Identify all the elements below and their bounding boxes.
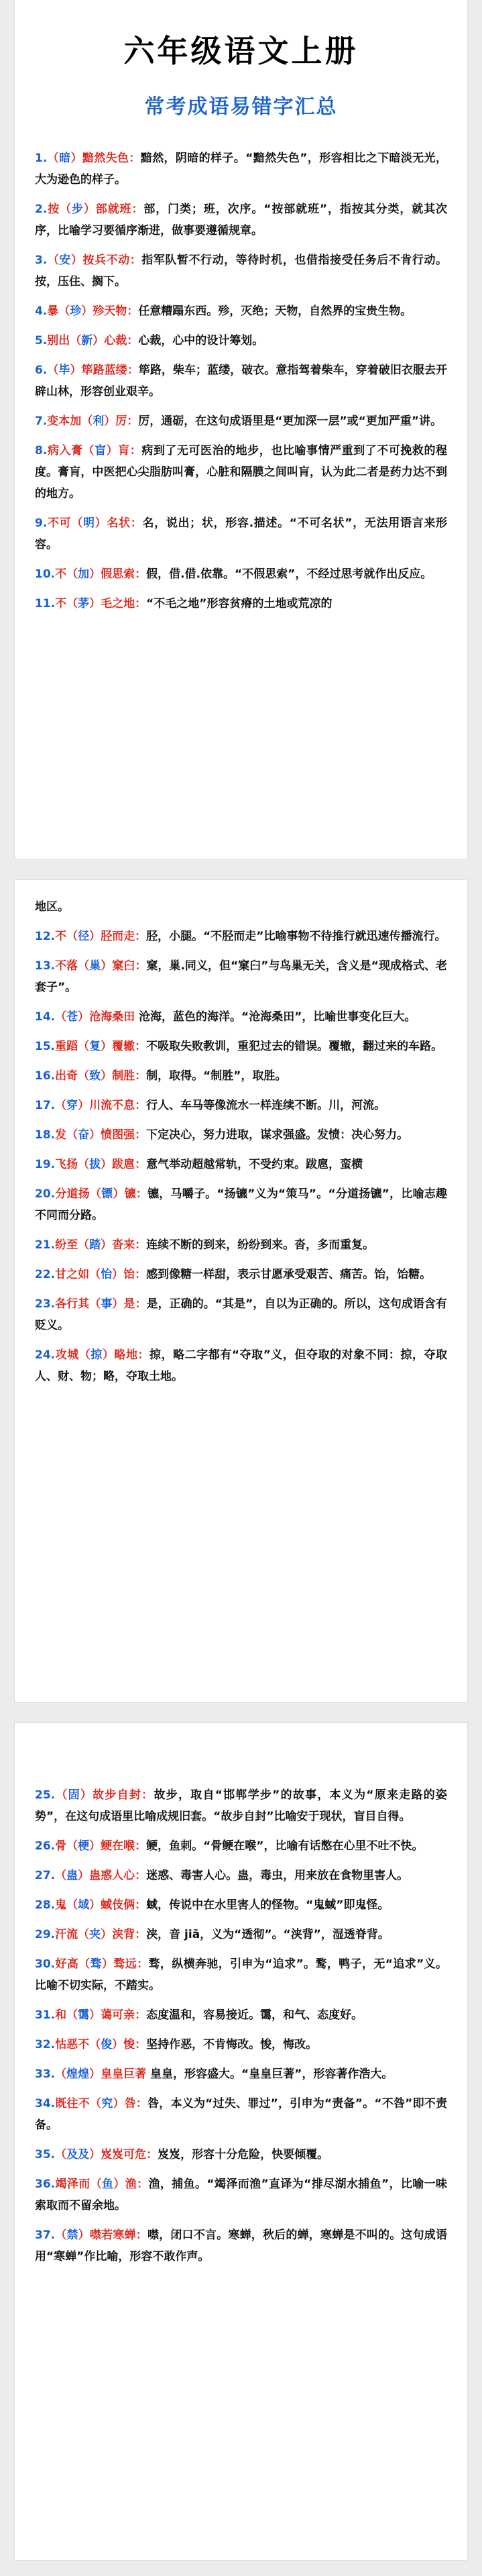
idiom-entry [35, 360, 447, 402]
entry-number: 31. [35, 2008, 56, 2022]
idiom-prefix: 不落（ [55, 959, 90, 973]
entry-number: 36. [35, 2178, 56, 2191]
wrong-character: 及及 [66, 2148, 90, 2161]
idiom-entry [35, 593, 447, 614]
definition-text: 鲠，鱼刺。“骨鲠在喉”，比喻有话憋在心里不吐不快。 [146, 1839, 424, 1853]
idiom-prefix: （ [55, 2068, 67, 2081]
idiom-entry [35, 1924, 447, 1945]
idiom-prefix: 不（ [55, 568, 78, 581]
idiom-prefix: 好高（ [55, 1957, 91, 1971]
wrong-character: 鱼 [102, 2178, 114, 2191]
definition-text: 噤，闭口不言。寒蝉，秋后的蝉，寒蝉是不叫的。这句成语用“寒蝉”作比喻，形容不敢作声。 [35, 2229, 448, 2263]
definition-text: 沧海，蓝色的海洋。“沧海桑田”，比喻世事变化巨大。 [135, 1010, 416, 1024]
entry-number: 22. [35, 1268, 56, 1281]
wrong-character: 盲 [95, 444, 107, 458]
wrong-character: 茅 [78, 597, 90, 610]
wrong-character: 新 [81, 334, 93, 347]
idiom-entry [35, 955, 447, 998]
idiom-prefix: 和（ [55, 2008, 78, 2022]
wrong-character: 步 [71, 203, 84, 216]
idiom-text: ）蜮伎俩： [89, 1898, 147, 1912]
idiom-entry [35, 148, 447, 191]
idiom-text: ）咎： [113, 2097, 148, 2110]
idiom-prefix: （ [47, 364, 59, 377]
idiom-text: ）岌岌可危： [89, 2148, 158, 2161]
wrong-character: 安 [59, 254, 71, 267]
wrong-character: 骛 [90, 1957, 103, 1971]
definition-text: 感到像糖一样甜，表示甘愿承受艰苦、痛苦。饴，饴糖。 [146, 1268, 432, 1281]
definition-text: 骛，纵横奔驰，引申为“追求”。鹜，鸭子，无“追求”义。比喻不切实际，不踏实。 [35, 1957, 448, 1992]
idiom-entry [35, 1865, 447, 1886]
idiom-entry [35, 1154, 447, 1175]
definition-text: 指军队暂不行动，等待时机，也借指接受任务后不肯行动。按，压住、搁下。 [35, 254, 448, 288]
idiom-prefix: 病入膏（ [47, 444, 95, 458]
entry-number: 8. [35, 444, 48, 458]
entry-number: 25. [35, 1788, 56, 1802]
idiom-text: ）蔼可亲： [89, 2008, 147, 2022]
continued-text: 地区。 [35, 900, 69, 914]
page-sheet-3 [15, 1723, 467, 2560]
entry-number: 35. [35, 2148, 56, 2161]
definition-text: 胫，小腿。“不胫而走”比喻事物不待推行就迅速传播流行。 [146, 930, 446, 943]
idiom-prefix: 怙恶不（ [55, 2038, 101, 2051]
idiom-entry [35, 513, 447, 555]
idiom-text: ）渔： [113, 2178, 149, 2191]
entry-number: 34. [35, 2097, 56, 2110]
wrong-character: 致 [89, 1069, 101, 1083]
definition-text: 渔，捕鱼。“竭泽而渔”直译为“排尽湖水捕鱼”，比喻一味索取而不留余地。 [35, 2178, 448, 2212]
definition-text: 咎，本义为“过失、罪过”，引申为“责备”。“不咎”即不责备。 [35, 2097, 448, 2132]
page-sheet-1 [15, 0, 467, 859]
wrong-character: 怡 [101, 1268, 113, 1281]
definition-text: 意气举动超越常轨，不受约束。跋扈，蛮横 [146, 1158, 363, 1171]
definition-text: 不吸取失败教训，重犯过去的错误。覆辙，翻过来的车路。 [146, 1040, 443, 1053]
wrong-character: 蛊 [66, 1869, 78, 1882]
idiom-list-3 [35, 1784, 447, 2267]
entry-number: 29. [35, 1928, 56, 1941]
idiom-text: ）覆辙： [101, 1040, 147, 1053]
idiom-prefix: 既往不（ [55, 2097, 102, 2110]
idiom-list-1 [35, 148, 447, 614]
idiom-text: ）部就班： [83, 203, 144, 216]
idiom-entry [35, 1065, 447, 1087]
definition-text: 黯然，阴暗的样子。“黯然失色”，形容相比之下暗淡无光，大为逊色的样子。 [35, 152, 448, 186]
idiom-entry [35, 250, 447, 292]
idiom-text: ）窠臼： [101, 959, 147, 973]
wrong-character: 固 [68, 1788, 80, 1802]
entry-number: 32. [35, 2038, 56, 2051]
idiom-text: ）厉： [104, 415, 139, 428]
definition-text: 连续不断的到来，纷纷到来。沓，多而重复。 [146, 1238, 375, 1252]
idiom-prefix: 骨（ [55, 1839, 78, 1853]
wrong-character: 梗 [78, 1839, 90, 1853]
entry-number: 19. [35, 1158, 56, 1171]
wrong-character: 究 [101, 2097, 113, 2110]
idiom-prefix: （ [47, 152, 60, 165]
wrong-character: 夹 [89, 1928, 101, 1941]
definition-text: 故步，取自“邯郸学步”的故事，本义为“原来走路的姿势”，在这句成语里比喻成规旧套。“故步自封”比喻安于现状，盲目自得。 [35, 1788, 448, 1823]
definition-text: 掠，略二字都有“夺取”义，但夺取的对象不同：掠，夺取人、财、物；略，夺取土地。 [35, 1348, 448, 1383]
definition-text: 行人、车马等像流水一样连续不断。川，河流。 [146, 1099, 386, 1112]
wrong-character: 穿 [66, 1099, 78, 1112]
entry-number: 13. [35, 959, 56, 973]
idiom-entry [35, 2004, 447, 2026]
idiom-prefix: （ [55, 1099, 67, 1112]
wrong-character: 奋 [78, 1128, 90, 1142]
idiom-entry [35, 330, 447, 352]
idiom-prefix: 甘之如（ [55, 1268, 101, 1281]
idiom-entry [35, 1835, 447, 1857]
idiom-prefix: （ [55, 1010, 67, 1024]
page-sheet-2 [15, 880, 467, 1702]
entry-number: 12. [35, 930, 56, 943]
idiom-text: ）跋扈： [101, 1158, 147, 1171]
idiom-text: ）心裁： [93, 334, 139, 347]
idiom-prefix: 不（ [55, 930, 78, 943]
idiom-text: ）浃背： [101, 1928, 147, 1941]
idiom-text: ）胫而走： [89, 930, 147, 943]
entry-number: 15. [35, 1040, 56, 1053]
idiom-entry [35, 2063, 447, 2085]
entry-number: 11. [35, 597, 56, 610]
idiom-text: ）是： [112, 1297, 147, 1311]
idiom-text: ）镳： [113, 1187, 148, 1201]
idiom-prefix: 不可（ [47, 517, 84, 530]
idiom-text: ）沧海桑田 [78, 1010, 135, 1024]
definition-text: 岌岌，形容十分危险，快要倾覆。 [158, 2148, 329, 2161]
idiom-text: ）筚路蓝缕： [70, 364, 139, 377]
idiom-entry [35, 1095, 447, 1116]
definition-text: 下定决心，努力进取，谋求强盛。发愤：决心努力。 [146, 1128, 409, 1142]
entry-number: 24. [35, 1348, 56, 1362]
idiom-entry [35, 2093, 447, 2136]
idiom-text: ）毛之地： [89, 597, 147, 610]
idiom-text: ）假思索： [89, 568, 147, 581]
idiom-prefix: （ [55, 2229, 67, 2242]
idiom-text: ）略地： [102, 1348, 150, 1362]
definition-text: 病到了无可医治的地步，也比喻事情严重到了不可挽救的程度。膏肓，中医把心尖脂肪叫膏，心脏和隔膜之间叫肓，认为此二者是药力达不到的地方。 [35, 444, 448, 500]
idiom-prefix: 各行其（ [55, 1297, 101, 1311]
idiom-prefix: 纷至（ [55, 1238, 90, 1252]
idiom-entry [35, 2224, 447, 2267]
idiom-text: ）愤图强： [89, 1128, 147, 1142]
idiom-prefix: 按（ [47, 203, 72, 216]
idiom-text: ）肓： [106, 444, 142, 458]
idiom-prefix: 出奇（ [55, 1069, 90, 1083]
entry-number: 28. [35, 1898, 56, 1912]
idiom-prefix: （ [55, 2148, 67, 2161]
idiom-entry [35, 926, 447, 947]
entry-number: 4. [35, 305, 48, 318]
entry-number: 18. [35, 1128, 56, 1142]
idiom-text: ）按兵不动： [70, 254, 142, 267]
entry-number: 21. [35, 1238, 56, 1252]
idiom-text: ）饴： [112, 1268, 147, 1281]
entry-number: 6. [35, 364, 48, 377]
entry-number: 23. [35, 1297, 56, 1311]
definition-text: 是，正确的。“其是”，自以为正确的。所以，这句成语含有贬义。 [35, 1297, 448, 1332]
idiom-entry [35, 1784, 447, 1827]
idiom-prefix: 攻城（ [55, 1348, 91, 1362]
idiom-entry [35, 301, 447, 322]
wrong-character: 复 [89, 1040, 101, 1053]
entry-number: 10. [35, 568, 56, 581]
idiom-entry [35, 1183, 447, 1226]
wrong-character: 拔 [89, 1158, 101, 1171]
idiom-prefix: 重蹈（ [55, 1040, 90, 1053]
idiom-prefix: 变本加（ [47, 415, 93, 428]
entry-number: 17. [35, 1099, 56, 1112]
definition-text: 假，借.借.依靠。“不假思索”，不经过思考就作出反应。 [146, 568, 432, 581]
entry-number: 14. [35, 1010, 56, 1024]
wrong-character: 珍 [70, 305, 82, 318]
idiom-text: ）殄天物： [81, 305, 139, 318]
definition-text: 厉，通砺，在这句成语里是“更加深一层”或“更加严重”讲。 [138, 415, 442, 428]
definition-text: 制，取得。“制胜”，取胜。 [146, 1069, 287, 1083]
entry-number: 7. [35, 415, 48, 428]
idiom-entry [35, 1264, 447, 1285]
wrong-character: 暗 [59, 152, 71, 165]
idiom-entry [35, 2144, 447, 2165]
wrong-character: 加 [78, 568, 90, 581]
definition-text: 态度温和，容易接近。霭，和气、态度好。 [146, 2008, 363, 2022]
idiom-prefix: （ [47, 254, 60, 267]
wrong-character: 毕 [58, 364, 70, 377]
idiom-text: ）骛远： [102, 1957, 149, 1971]
entry-number: 5. [35, 334, 48, 347]
definition-text: 坚持作恶，不肯悔改。悛，悔改。 [146, 2038, 318, 2051]
entry-number: 33. [35, 2068, 56, 2081]
idiom-text: ）制胜： [101, 1069, 147, 1083]
wrong-character: 苍 [66, 1010, 78, 1024]
wrong-character: 掠 [91, 1348, 103, 1362]
wrong-character: 霭 [78, 2008, 90, 2022]
idiom-text: ）黯然失色： [70, 152, 141, 165]
idiom-entry [35, 2034, 447, 2055]
idiom-text: ）蛊惑人心： [78, 1869, 147, 1882]
entry-number: 9. [35, 517, 48, 530]
idiom-prefix: 暴（ [47, 305, 70, 318]
idiom-entry [35, 440, 447, 504]
idiom-text: ）噤若寒蝉： [78, 2229, 147, 2242]
definition-text: 镳，马嚼子。“扬镳”义为“策马”。“分道扬镳”，比喻志趣不同而分路。 [35, 1187, 448, 1222]
idiom-prefix: （ [55, 1788, 68, 1802]
definition-text: 心裁，心中的设计筹划。 [138, 334, 264, 347]
definition-text: 蜮，传说中在水里害人的怪物。“鬼蜮”即鬼怪。 [146, 1898, 389, 1912]
page-title: 六年级语文上册 [123, 33, 359, 69]
idiom-text: ）川流不息： [78, 1099, 147, 1112]
wrong-character: 镖 [101, 1187, 113, 1201]
idiom-text: ）皇皇巨著 [89, 2068, 147, 2081]
idiom-prefix: 别出（ [47, 334, 82, 347]
idiom-entry [35, 1036, 447, 1057]
idiom-entry [35, 1006, 447, 1028]
definition-text: 浃，音 jiā，义为“透彻”。“浃背”，湿透脊背。 [146, 1928, 389, 1941]
definition-text: 筚路，柴车；蓝缕，破衣。意指驾着柴车，穿着破旧衣服去开辟山林，形容创业艰辛。 [35, 364, 448, 398]
idiom-text: ）鲠在喉： [89, 1839, 147, 1853]
entry-number: 1. [35, 152, 48, 165]
idiom-text: ）名状： [95, 517, 143, 530]
definition-text: 部，门类；班，次序。“按部就班”，指按其分类，就其次序，比喻学习要循序渐进，做事要遵循规章。 [35, 203, 448, 237]
idiom-prefix: 发（ [55, 1128, 78, 1142]
idiom-prefix: 鬼（ [55, 1898, 78, 1912]
definition-text: 窠，巢.同义，但“窠臼”与鸟巢无关，含义是“现成格式、老套子”。 [35, 959, 448, 994]
idiom-text: ）沓来： [101, 1238, 147, 1252]
idiom-entry [35, 1124, 447, 1146]
entry-number: 27. [35, 1869, 56, 1882]
idiom-prefix: 汗流（ [55, 1928, 90, 1941]
entry-number: 26. [35, 1839, 56, 1853]
wrong-character: 利 [93, 415, 105, 428]
entry-number: 30. [35, 1957, 56, 1971]
idiom-list-2 [35, 926, 447, 1387]
idiom-entry [35, 1234, 447, 1256]
wrong-character: 禁 [66, 2229, 78, 2242]
definition-text: “不毛之地”形容贫瘠的土地或荒凉的 [146, 597, 333, 610]
entry-number: 2. [35, 203, 48, 216]
idiom-entry [35, 1344, 447, 1387]
idiom-entry [35, 2174, 447, 2216]
wrong-character: 巢 [89, 959, 101, 973]
definition-text: 名，说出；状，形容.描述。“不可名状”，无法用语言来形容。 [35, 517, 448, 551]
idiom-entry [35, 199, 447, 241]
definition-text: 任意糟蹋东西。殄，灭绝；天物，自然界的宝贵生物。 [138, 305, 412, 318]
wrong-character: 事 [101, 1297, 113, 1311]
definition-text: 皇皇，形容盛大。“皇皇巨著”，形容著作浩大。 [146, 2068, 394, 2081]
wrong-character: 域 [78, 1898, 90, 1912]
idiom-prefix: 竭泽而（ [55, 2178, 103, 2191]
idiom-entry [35, 1894, 447, 1916]
entry-number: 3. [35, 254, 48, 267]
idiom-prefix: 飞扬（ [55, 1158, 90, 1171]
idiom-entry [35, 1293, 447, 1336]
idiom-prefix: 不（ [55, 597, 78, 610]
entry-number: 37. [35, 2229, 56, 2242]
idiom-entry [35, 564, 447, 585]
page-subtitle: 常考成语易错字汇总 [144, 95, 338, 119]
wrong-character: 俊 [101, 2038, 113, 2051]
idiom-text: ）故步自封： [80, 1788, 154, 1802]
idiom-prefix: 分道扬（ [55, 1187, 102, 1201]
definition-text: 迷惑、毒害人心。蛊，毒虫，用来放在食物里害人。 [146, 1869, 409, 1882]
idiom-entry [35, 411, 447, 432]
idiom-text: ）悛： [112, 2038, 147, 2051]
wrong-character: 煌煌 [66, 2068, 90, 2081]
idiom-prefix: （ [55, 1869, 67, 1882]
entry-number: 16. [35, 1069, 56, 1083]
idiom-entry [35, 1953, 447, 1996]
wrong-character: 踏 [89, 1238, 101, 1252]
wrong-character: 径 [78, 930, 90, 943]
entry-number: 20. [35, 1187, 56, 1201]
wrong-character: 明 [83, 517, 95, 530]
